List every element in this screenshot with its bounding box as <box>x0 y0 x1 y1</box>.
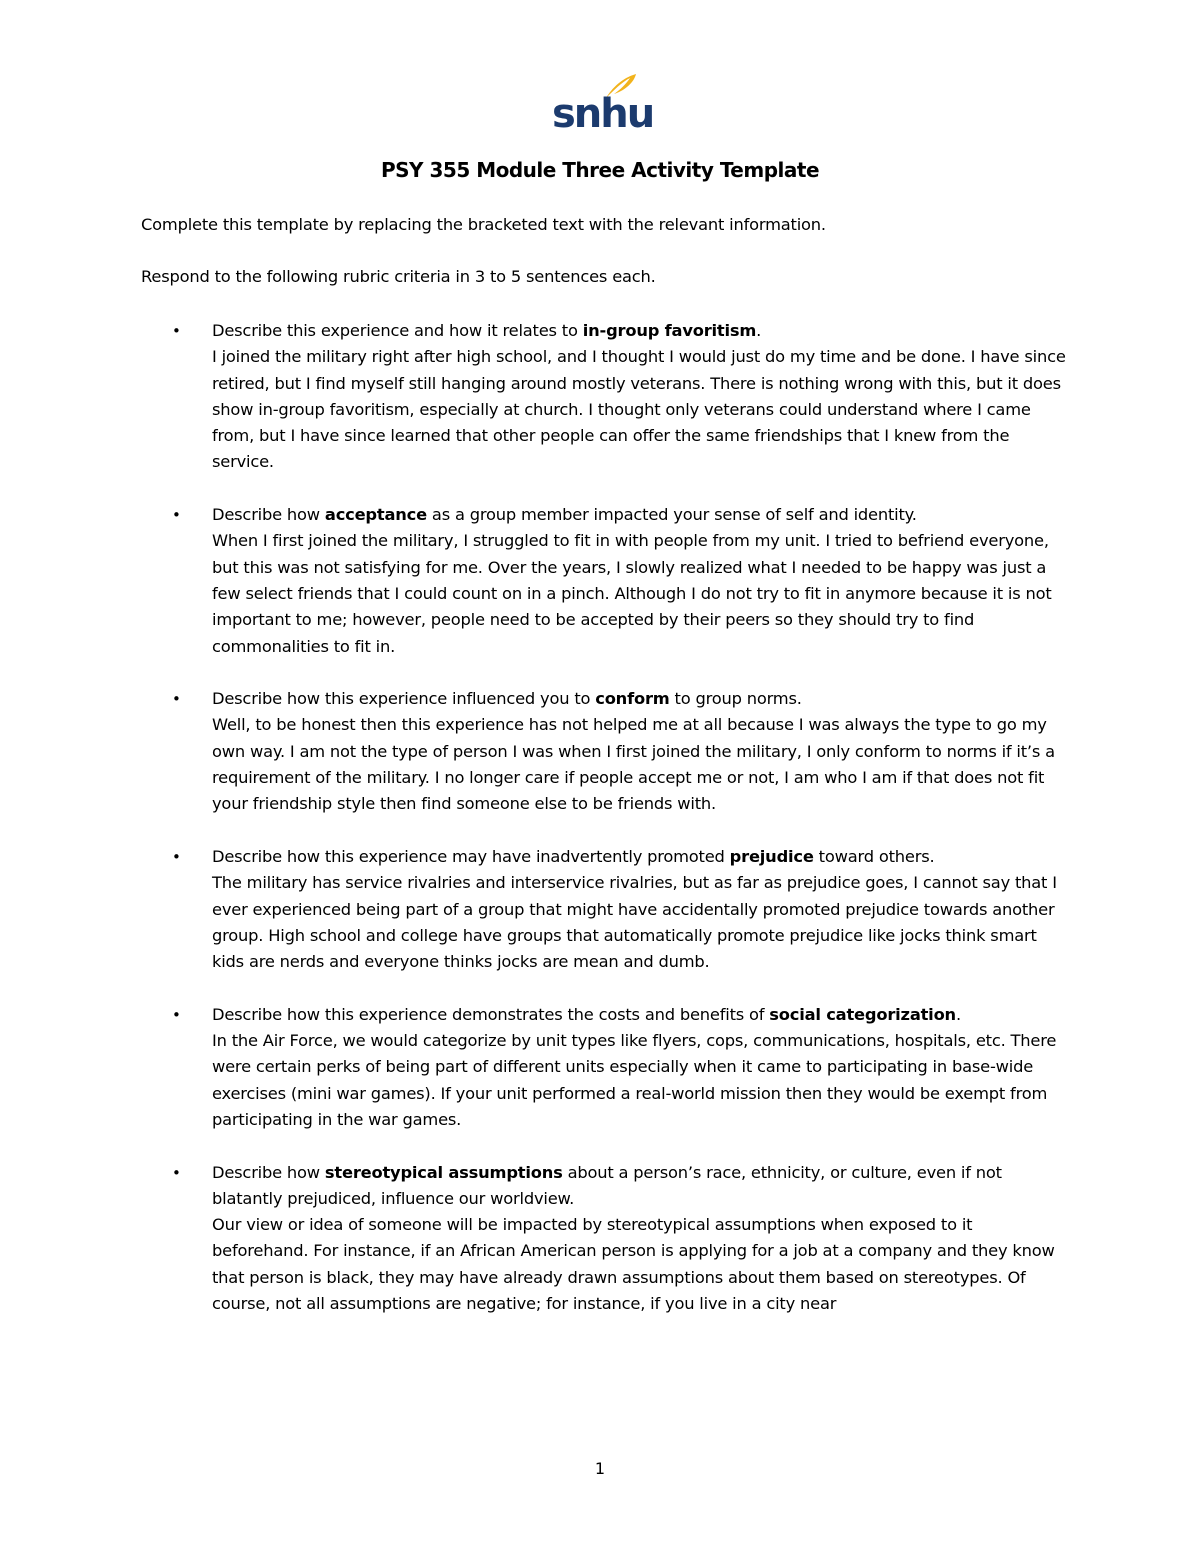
logo-text: snhu <box>552 91 654 137</box>
criterion-prompt: Describe how this experience demonstrates the costs and benefits of social categorization. <box>212 1004 961 1024</box>
list-item <box>141 1002 1071 1133</box>
bullet-icon: • <box>172 847 181 866</box>
criterion-keyword: social categorization <box>769 1004 956 1024</box>
criterion-prompt: Describe how stereotypical assumptions about a person’s race, ethnicity, or culture, even if not blatantly prejudiced, influence our worldview. <box>212 1162 1002 1208</box>
criterion-answer: In the Air Force, we would categorize by unit types like flyers, cops, communications, hospitals, etc. There were certain perks of being part of different units especially when it came to participating in base-wide exercises (mini war games). If your unit performed a real-world mission then they would be exempt from participating in the war games. <box>212 1031 1057 1129</box>
intro-rubric-note: Respond to the following rubric criteria in 3 to 5 sentences each. <box>141 267 656 286</box>
criterion-answer: Our view or idea of someone will be impacted by stereotypical assumptions when exposed to it beforehand. For instance, if an African American person is applying for a job at a company and they know that person is black, they may have already drawn assumptions about them based on stereotypes. Of course, not all assumptions are negative; for instance, if you live in a city near <box>212 1215 1055 1313</box>
snhu-logo <box>552 72 654 137</box>
bullet-icon: • <box>172 690 181 709</box>
criterion-answer: I joined the military right after high school, and I thought I would just do my time and be done. I have since retired, but I find myself still hanging around mostly veterans. There is nothing wrong with this, but it does show in-group favoritism, especially at church. I thought only veterans could understand where I came from, but I have since learned that other people can offer the same friendships that I knew from the service. <box>212 347 1066 472</box>
list-item <box>141 318 1071 476</box>
criterion-keyword: acceptance <box>324 505 427 525</box>
criterion-prompt: Describe how this experience influenced you to conform to group norms. <box>212 689 802 709</box>
criterion-answer: Well, to be honest then this experience has not helped me at all because I was always the type to go my own way. I am not the type of person I was when I first joined the military, I only conform to norms if it’s a requirement of the military. I no longer care if people accept me or not, I am who I am if that does not fit your friendship style then find someone else to be friends with. <box>212 715 1055 814</box>
criterion-prompt: Describe this experience and how it relates to in-group favoritism. <box>212 321 762 340</box>
criterion-prompt: Describe how acceptance as a group member impacted your sense of self and identity. <box>212 505 917 525</box>
page-number: 1 <box>594 1459 606 1478</box>
bullet-icon: • <box>172 1163 181 1182</box>
criterion-answer: The military has service rivalries and interservice rivalries, but as far as prejudice goes, I cannot say that I ever experienced being part of a group that might have accidentally promoted prejudice towards another group. High school and college have groups that automatically promote prejudice like jocks think smart kids are nerds and everyone thinks jocks are mean and dumb. <box>212 873 1057 972</box>
list-item <box>141 1160 1071 1318</box>
document-title: PSY 355 Module Three Activity Template <box>380 158 820 182</box>
bullet-icon: • <box>172 322 181 340</box>
rubric-criteria-list <box>141 318 1071 1344</box>
bullet-icon: • <box>172 1005 181 1024</box>
criterion-answer: When I first joined the military, I struggled to fit in with people from my unit. I tried to befriend everyone, but this was not satisfying for me. Over the years, I slowly realized what I needed to be happy was just a few select friends that I could count on in a pinch. Although I do not try to fit in anymore because it is not important to me; however, people need to be accepted by their peers so they should try to find commonalities to fit in. <box>212 531 1052 656</box>
criterion-keyword: in-group favoritism <box>582 321 757 340</box>
list-item <box>141 686 1071 817</box>
intro-instructions: Complete this template by replacing the bracketed text with the relevant information. <box>141 215 826 234</box>
bullet-icon: • <box>172 506 181 525</box>
criterion-keyword: stereotypical assumptions <box>324 1162 563 1182</box>
criterion-keyword: conform <box>595 689 670 709</box>
criterion-keyword: prejudice <box>729 846 814 866</box>
list-item <box>141 844 1071 975</box>
criterion-prompt: Describe how this experience may have inadvertently promoted prejudice toward others. <box>212 846 935 866</box>
list-item <box>141 502 1071 660</box>
